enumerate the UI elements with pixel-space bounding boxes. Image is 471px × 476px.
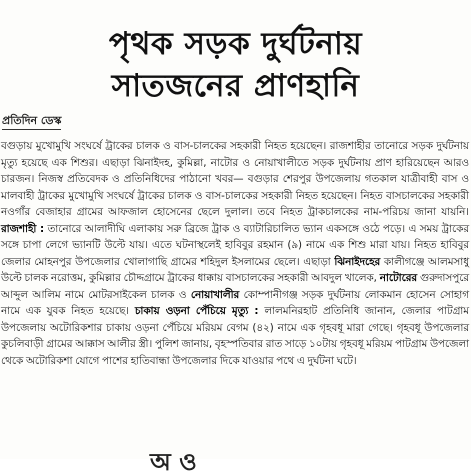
paragraph-noakhali: কোম্পানীগঞ্জ সড়ক দুর্ঘটনায় লোকমান হোসেন সোহাগ নামে এক যুবক নিহত হয়েছে। — [1, 288, 469, 317]
headline-line-2: সাতজনের প্রাণহানি — [111, 68, 360, 104]
paragraph-jhenaidah: কালীগঞ্জে আলমসাধু উল্টে চালক নরোত্তম, কুমিল্লার চৌদ্দগ্রামে ট্রাকের ধাক্কায় বাসচালকের সহকারী আবদুল খালেক, — [1, 255, 469, 284]
next-headline-fragment: অ ও — [150, 448, 197, 476]
section-label-chakaria: চাকায় ওড়না পেঁচিয়ে মৃত্যু : — [134, 305, 259, 317]
article-paragraph — [1, 138, 469, 369]
section-label-jhenaidah: ঝিনাইদহের — [334, 255, 381, 268]
article-body — [1, 138, 469, 369]
section-label-rajshahi: রাজশাহী : — [1, 222, 45, 235]
paragraph-natore: গুরুদাসপুরে আব্দুল আলিম নামে মোটরসাইকেল চালক ও — [1, 272, 469, 301]
byline-desk: প্রতিদিন ডেস্ক — [2, 114, 61, 130]
section-label-natore: নাটোরের — [379, 272, 418, 284]
next-article-headline-cropped — [0, 448, 471, 476]
paragraph-bogura: বগুড়ায় মুখোমুখি সংঘর্ষে ট্রাকের চালক ও বাস-চালকের সহকারী নিহত হয়েছেন। রাজশাহীর তানোরে সড়ক দুর্ঘটনায় মৃত্যু হয়েছে এক শিশুর। এছাড়া ঝিনাইদহ, কুমিল্লা, নাটোর ও নোয়াখালীতে সড়ক দুর্ঘটনায় প্রাণ হারিয়েছেন আরও চারজন। নিজস্ব প্রতিবেদক ও প্রতিনিধিদের পাঠানো খবর— বগুড়ার শেরপুর উপজেলায় গতকাল যাত্রীবাহী বাস ও মালবাহী ট্রাকের মুখোমুখি সংঘর্ষে ট্রাকের চালক ও বাস-চালকের সহকারী নিহত হয়েছেন। নিহত বাসচালকের সহকারী নওগাঁর বেজাহার গ্রামের আফজাল হোসেনের ছেলে দুলাল। তবে নিহত ট্রাকচালকের নাম-পরিচয় জানা যায়নি। — [1, 140, 469, 218]
section-label-noakhali: নোয়াখালীর — [190, 288, 240, 301]
paragraph-rajshahi: তানোরে আলাদীঘি এলাকায় সরু ব্রিজে ট্রাক ও ব্যাটারিচালিত ভ্যান একসঙ্গে ওঠে পড়ে। এ সময় ট্রাকের সঙ্গে চাপা লেগে ভ্যানটি উল্টে যায়। এতে ঘটনাস্থলেই হাবিবুর রহমান (৯) নামে এক শিশু মারা যায়। নিহত হাবিবুর জেলার মোহনপুর উপজেলার খোলাগাছি গ্রামের শহিদুল ইসলামের ছেলে। এছাড়া — [1, 222, 469, 268]
headline-line-1: পৃথক সড়ক দুর্ঘটনায় — [108, 26, 363, 62]
paragraph-lalmonirhat: লালমনিরহাট প্রতিনিধি জানান, জেলার পাটগ্রাম উপজেলায় অটোরিকশার চাকায় ওড়না পেঁচিয়ে মরিয়ম বেগম (৪২) নামে এক গৃহবধূ মারা গেছে। গৃহবধূ উপজেলার কুচলিবাড়ী গ্রামের আক্কাস আলীর স্ত্রী। পুলিশ জানায়, বৃহস্পতিবার রাত সাড়ে ১০টায় গৃহবধূ মরিয়ম পাটগ্রাম উপজেলা থেকে অটোরিকশা যোগে পাশের হাতিবান্ধা উপজেলার দিকে যাওয়ার পথে এ দুর্ঘটনা ঘটে। — [1, 305, 470, 367]
